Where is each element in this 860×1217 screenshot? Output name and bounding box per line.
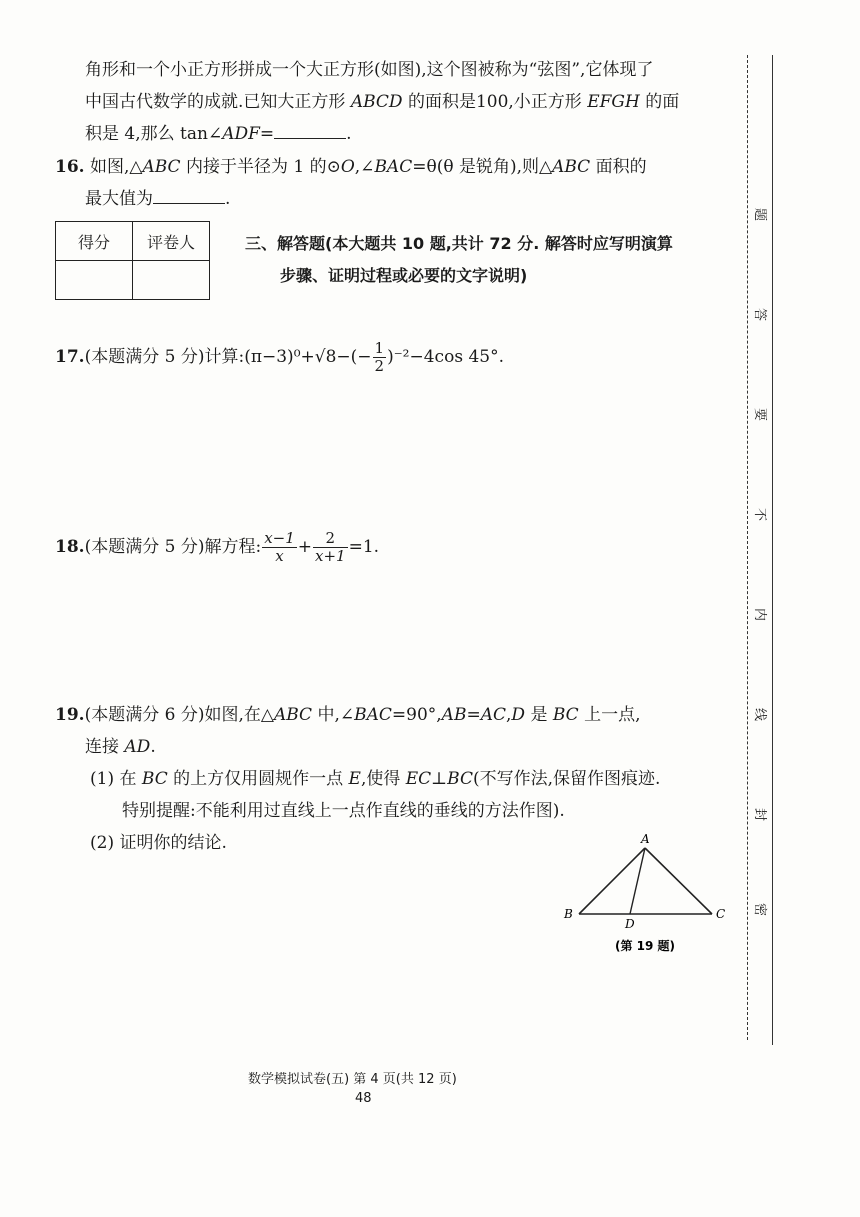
label-A: A	[641, 832, 650, 846]
q16-line1: 16. 如图,△ABC 内接于半径为 1 的⊙O,∠BAC=θ(θ 是锐角),则△ABC 面积的	[55, 157, 647, 177]
label-B: B	[564, 907, 573, 921]
seal-char: 密	[752, 902, 768, 917]
section-title: 三、解答题(本大题共 10 题,共计 72 分. 解答时应写明演算	[245, 234, 673, 253]
seal-char: 内	[752, 607, 768, 622]
answer-blank[interactable]	[274, 122, 346, 139]
grader-cell[interactable]	[133, 261, 210, 300]
side-AC	[645, 848, 712, 914]
score-header: 得分	[56, 222, 133, 261]
q19-part1-note: 特别提醒:不能利用过直线上一点作直线的垂线的方法作图).	[122, 801, 565, 821]
q19-part2: (2) 证明你的结论.	[90, 833, 227, 853]
side-AB	[579, 848, 645, 914]
q15-line1: 角形和一个小正方形拼成一个大正方形(如图),这个图被称为“弦图”,它体现了	[85, 60, 654, 80]
grader-header: 评卷人	[133, 222, 210, 261]
label-C: C	[716, 907, 726, 921]
q15-line2: 中国古代数学的成就.已知大正方形 ABCD 的面积是100,小正方形 EFGH 的面	[85, 92, 680, 112]
seal-char: 线	[752, 707, 768, 722]
q16-line2: 最大值为 .	[85, 189, 231, 209]
answer-blank[interactable]	[153, 187, 225, 204]
seal-char: 答	[752, 307, 768, 322]
footer-title: 数学模拟试卷(五) 第 4 页(共 12 页)	[248, 1072, 457, 1087]
section-subtitle: 步骤、证明过程或必要的文字说明)	[280, 266, 528, 285]
segment-AD	[630, 848, 645, 914]
q19-line1: 19.(本题满分 6 分)如图,在△ABC 中,∠BAC=90°,AB=AC,D 是 BC 上一点,	[55, 705, 641, 725]
q19-line2: 连接 AD.	[85, 737, 156, 757]
score-table	[55, 221, 210, 300]
q15-line3: 积是 4,那么 tan∠ADF= .	[85, 124, 352, 144]
q18: 18.(本题满分 5 分)解方程: $\frac{x-1}{x}$ + $\frac{2}{x+1}$ =1.	[55, 529, 380, 565]
seal-char: 不	[752, 507, 768, 522]
figure-caption: (第 19 题)	[615, 939, 676, 953]
seal-dashed-line	[747, 55, 748, 1040]
q17: 17.(本题满分 5 分)计算:(π−3)⁰+√8−(− $\frac{1}{2}$ )⁻²−4cos 45°.	[55, 339, 504, 375]
seal-char: 封	[752, 807, 768, 822]
label-D: D	[625, 917, 635, 931]
seal-char: 要	[752, 407, 768, 422]
triangle-figure	[560, 828, 735, 958]
margin-solid-line	[772, 55, 773, 1045]
q19-part1: (1) 在 BC 的上方仅用圆规作一点 E,使得 EC⊥BC(不写作法,保留作图痕迹.	[90, 769, 661, 789]
page-number: 48	[355, 1091, 372, 1106]
seal-char: 题	[752, 207, 768, 222]
score-cell[interactable]	[56, 261, 133, 300]
